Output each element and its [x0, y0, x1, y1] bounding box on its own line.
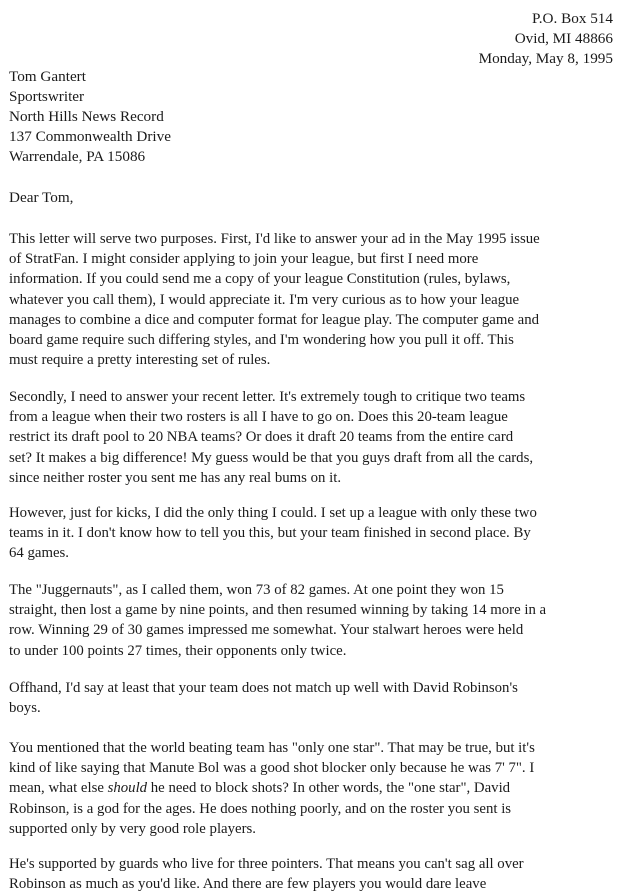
sender-address-block [479, 9, 613, 69]
paragraph-line: You mentioned that the world beating team has "only one star". That may be true, but it's [9, 740, 535, 756]
paragraph-line: manages to combine a dice and computer format for league play. The computer game and [9, 311, 540, 328]
paragraph-simulation [9, 503, 621, 564]
paragraph-line: This letter will serve two purposes. First, I'd like to answer your ad in the May 1995 issue [9, 231, 540, 247]
sender-city-state: Ovid, MI 48866 [514, 30, 613, 47]
recipient-title: Sportswriter [9, 88, 85, 105]
paragraph-rosters [9, 387, 621, 488]
sender-po-box: P.O. Box 514 [531, 10, 613, 27]
recipient-address-block [9, 67, 171, 167]
paragraph-line: set? It makes a big difference! My guess would be that you guys draft from all the cards, [9, 449, 534, 466]
paragraph-line: must require a pretty interesting set of rules. [9, 352, 271, 369]
salutation: Dear Tom, [9, 189, 74, 206]
paragraph-guards [9, 854, 621, 894]
paragraph-line: since neither roster you sent me has any real bums on it. [9, 469, 342, 486]
paragraph-line: However, just for kicks, I did the only thing I could. I set up a league with only these two [9, 505, 537, 521]
paragraph-line: whatever you call them), I would appreciate it. I'm very curious as to how your league [9, 291, 520, 308]
paragraph-offhand [9, 678, 621, 718]
paragraph-line: Offhand, I'd say at least that your team does not match up well with David Robinson's [9, 680, 518, 696]
paragraph-line: boys. [9, 700, 41, 717]
paragraph-line: of StratFan. I might consider applying to join your league, but first I need more [9, 251, 479, 268]
paragraph-line: information. If you could send me a copy of your league Constitution (rules, bylaws, [9, 271, 511, 288]
recipient-city-state: Warrendale, PA 15086 [9, 148, 146, 165]
paragraph-line: Robinson as much as you'd like. And there are few players you would dare leave [9, 876, 487, 893]
paragraph-line: to under 100 points 27 times, their opponents only twice. [9, 642, 347, 659]
paragraph-line: Robinson, is a god for the ages. He does nothing poorly, and on the roster you sent is [9, 800, 512, 817]
paragraph-line: from a league when their two rosters is all I have to go on. Does this 20-team league [9, 409, 508, 426]
recipient-street: 137 Commonwealth Drive [9, 128, 171, 145]
paragraph-one-star [9, 738, 621, 839]
paragraph-line: supported only by very good role players. [9, 820, 256, 837]
paragraph-line: mean, what else should he need to block shots? In other words, the "one star", David [9, 780, 511, 797]
letter-date: Monday, May 8, 1995 [478, 50, 613, 67]
paragraph-line: 64 games. [9, 545, 69, 562]
paragraph-line: row. Winning 29 of 30 games impressed me somewhat. Your stalwart heroes were held [9, 622, 524, 639]
paragraph-line: Secondly, I need to answer your recent letter. It's extremely tough to critique two teams [9, 389, 526, 405]
paragraph-line: teams in it. I don't know how to tell you this, but your team finished in second place. By [9, 525, 531, 542]
paragraph-line: The "Juggernauts", as I called them, won 73 of 82 games. At one point they won 15 [9, 582, 504, 598]
paragraph-line: kind of like saying that Manute Bol was a good shot blocker only because he was 7' 7". I [9, 760, 535, 777]
recipient-organization: North Hills News Record [9, 108, 164, 125]
paragraph-line: board game require such differing styles, and I'm wondering how you pull it off. This [9, 332, 514, 349]
paragraph-line: straight, then lost a game by nine points, and then resumed winning by taking 14 more in a [9, 602, 547, 619]
recipient-name: Tom Gantert [9, 68, 86, 85]
paragraph-juggernauts [9, 580, 621, 661]
paragraph-line: restrict its draft pool to 20 NBA teams? Or does it draft 20 teams from the entire card [9, 429, 514, 446]
paragraph-purposes [9, 229, 621, 370]
paragraph-line: He's supported by guards who live for three pointers. That means you can't sag all over [9, 856, 524, 872]
